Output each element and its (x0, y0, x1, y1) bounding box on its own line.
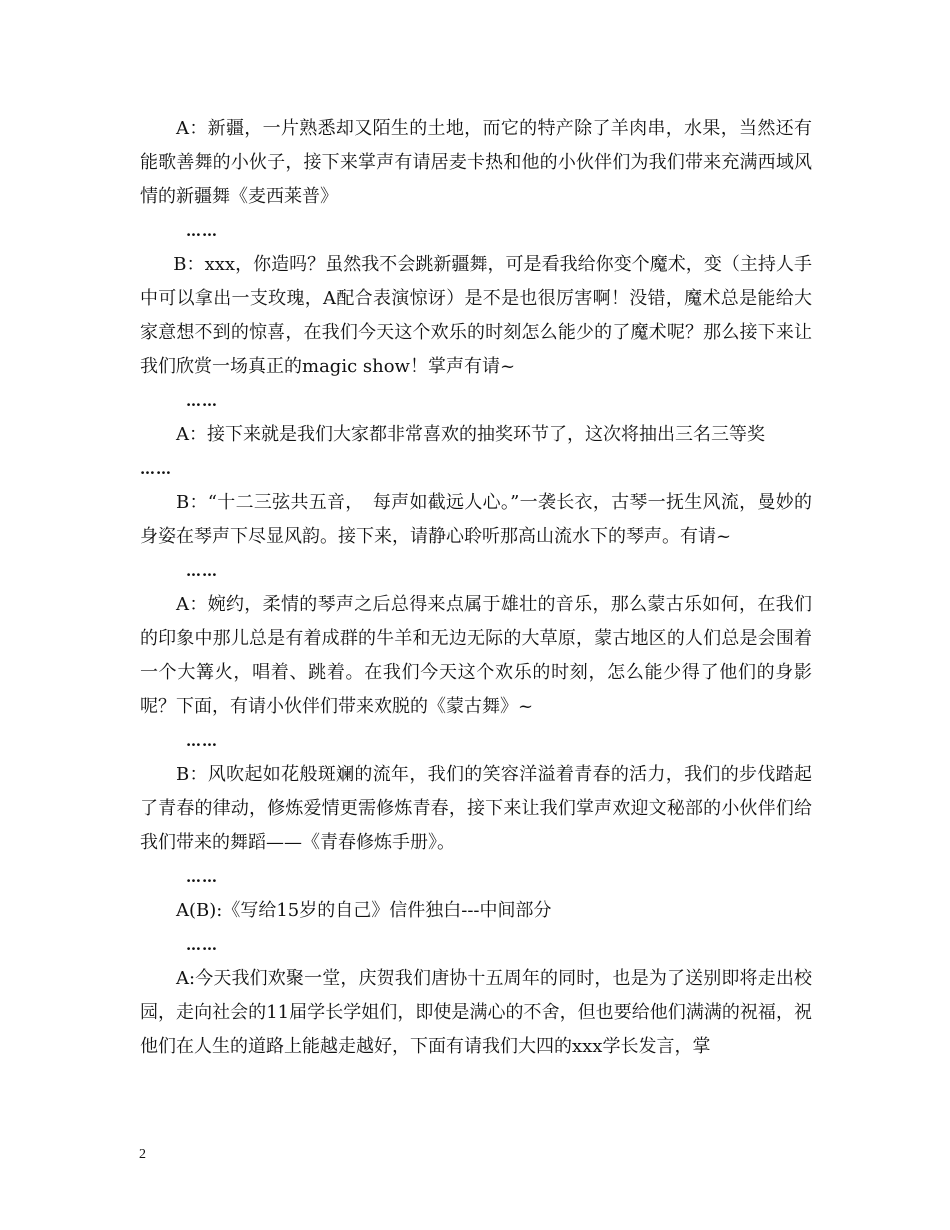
paragraph-guqin: B：“十二三弦共五音， 每声如截远人心。”一袭长衣，古琴一抚生风流，曼妙的身姿在琴声下尽显风韵。接下来，请静心聆听那高山流水下的琴声。有请~ (140, 492, 812, 547)
page-number: 2 (139, 1147, 146, 1162)
ellipsis-3: …… (140, 460, 172, 478)
paragraph-letter-monologue: A(B):《写给15岁的自己》信件独白---中间部分 (176, 900, 552, 921)
ellipsis-1: …… (186, 222, 218, 240)
paragraph-magic-show: B：xxx，你造吗？虽然我不会跳新疆舞，可是看我给你变个魔术，变（主持人手中可以拿出一支玫瑰，A配合表演惊讶）是不是也很厉害啊！没错，魔术总是能给大家意想不到的惊喜，在我们今天这个欢乐的时刻怎么能少的了魔术呢？那么接下来让我们欣赏一场真正的magic show！掌声有请~ (140, 254, 812, 377)
ellipsis-5: …… (186, 732, 218, 750)
ellipsis-6: …… (186, 868, 218, 886)
ellipsis-7: …… (186, 936, 218, 954)
paragraph-farewell-speech: A:今天我们欢聚一堂，庆贺我们唐协十五周年的同时，也是为了送别即将走出校园，走向社会的11届学长学姐们，即使是满心的不舍，但也要给他们满满的祝福，祝他们在人生的道路上能越走越好，下面有请我们大四的xxx学长发言，掌 (140, 968, 812, 1057)
paragraph-mongolian-dance: A：婉约，柔情的琴声之后总得来点属于雄壮的音乐，那么蒙古乐如何，在我们的印象中那儿总是有着成群的牛羊和无边无际的大草原，蒙古地区的人们总是会围着一个大篝火，唱着、跳着。在我们今天这个欢乐的时刻，怎么能少得了他们的身影呢？下面，有请小伙伴们带来欢脱的《蒙古舞》~ (140, 594, 812, 717)
ellipsis-2: …… (186, 392, 218, 410)
paragraph-youth-dance: B：风吹起如花般斑斓的流年，我们的笑容洋溢着青春的活力，我们的步伐踏起了青春的律动，修炼爱情更需修炼青春，接下来让我们掌声欢迎文秘部的小伙伴们给我们带来的舞蹈——《青春修炼手册》。 (140, 764, 812, 853)
paragraph-lottery: A：接下来就是我们大家都非常喜欢的抽奖环节了，这次将抽出三名三等奖 (176, 424, 765, 445)
ellipsis-4: …… (186, 562, 218, 580)
paragraph-xinjiang-dance: A：新疆，一片熟悉却又陌生的土地，而它的特产除了羊肉串，水果，当然还有能歌善舞的小伙子，接下来掌声有请居麦卡热和他的小伙伴们为我们带来充满西域风情的新疆舞《麦西莱普》 (140, 118, 812, 207)
document-body (140, 112, 812, 1064)
